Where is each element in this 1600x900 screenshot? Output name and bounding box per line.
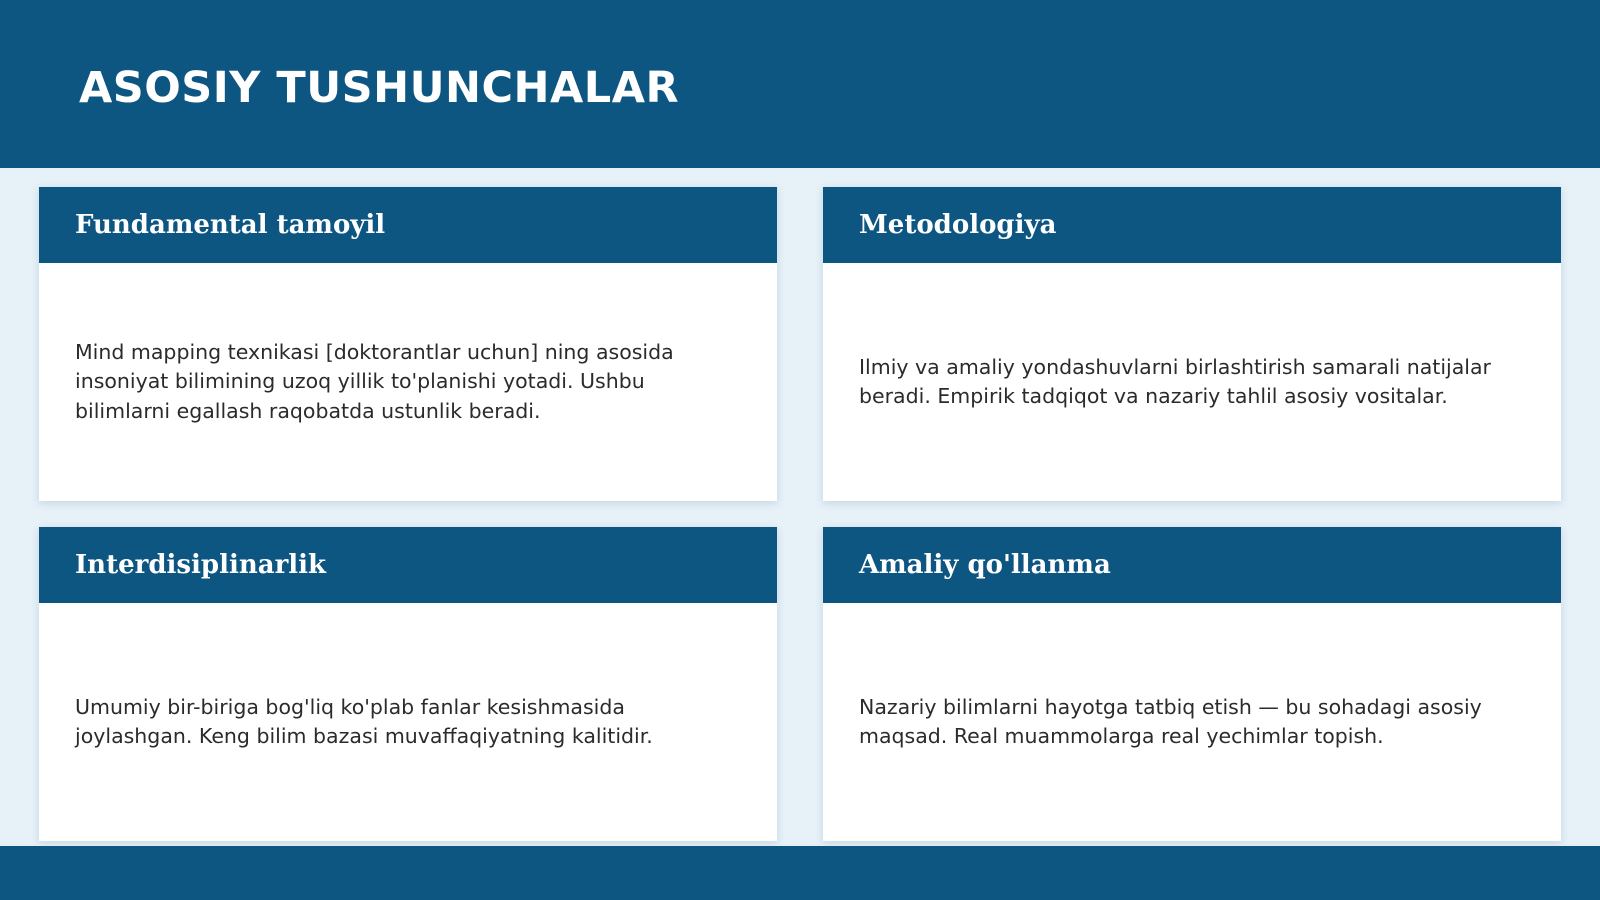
card-title: Fundamental tamoyil <box>75 210 386 240</box>
concept-card-methodology <box>823 187 1561 501</box>
card-text: Ilmiy va amaliy yondashuvlarni birlashtirish samarali natijalar beradi. Empirik tadqiqot va nazariy tahlil asosiy vositalar. <box>859 354 1491 408</box>
concept-card-fundamental <box>39 187 777 501</box>
card-text: Umumiy bir-biriga bog'liq ko'plab fanlar kesishmasida joylashgan. Keng bilim bazasi muvaffaqiyatning kalitidir. <box>75 694 653 748</box>
card-title: Interdisiplinarlik <box>75 550 327 580</box>
slide-header <box>0 0 1600 168</box>
slide-footer <box>0 846 1600 900</box>
card-text: Nazariy bilimlarni hayotga tatbiq etish — bu sohadagi asosiy maqsad. Real muammolarga real yechimlar topish. <box>859 694 1482 748</box>
card-header <box>39 527 777 603</box>
card-title: Amaliy qo'llanma <box>859 550 1111 580</box>
card-header <box>823 527 1561 603</box>
card-body <box>823 263 1561 501</box>
card-title: Metodologiya <box>859 210 1057 240</box>
card-header <box>823 187 1561 263</box>
card-text: Mind mapping texnikasi [doktorantlar uchun] ning asosida insoniyat bilimining uzoq yillik to'planishi yotadi. Ushbu bilimlarni egallash raqobatda ustunlik beradi. <box>75 339 674 423</box>
card-body <box>823 603 1561 841</box>
card-header <box>39 187 777 263</box>
slide-title: ASOSIY TUSHUNCHALAR <box>79 63 680 113</box>
concept-card-practical <box>823 527 1561 841</box>
card-body <box>39 263 777 501</box>
concept-card-interdisciplinary <box>39 527 777 841</box>
card-body <box>39 603 777 841</box>
